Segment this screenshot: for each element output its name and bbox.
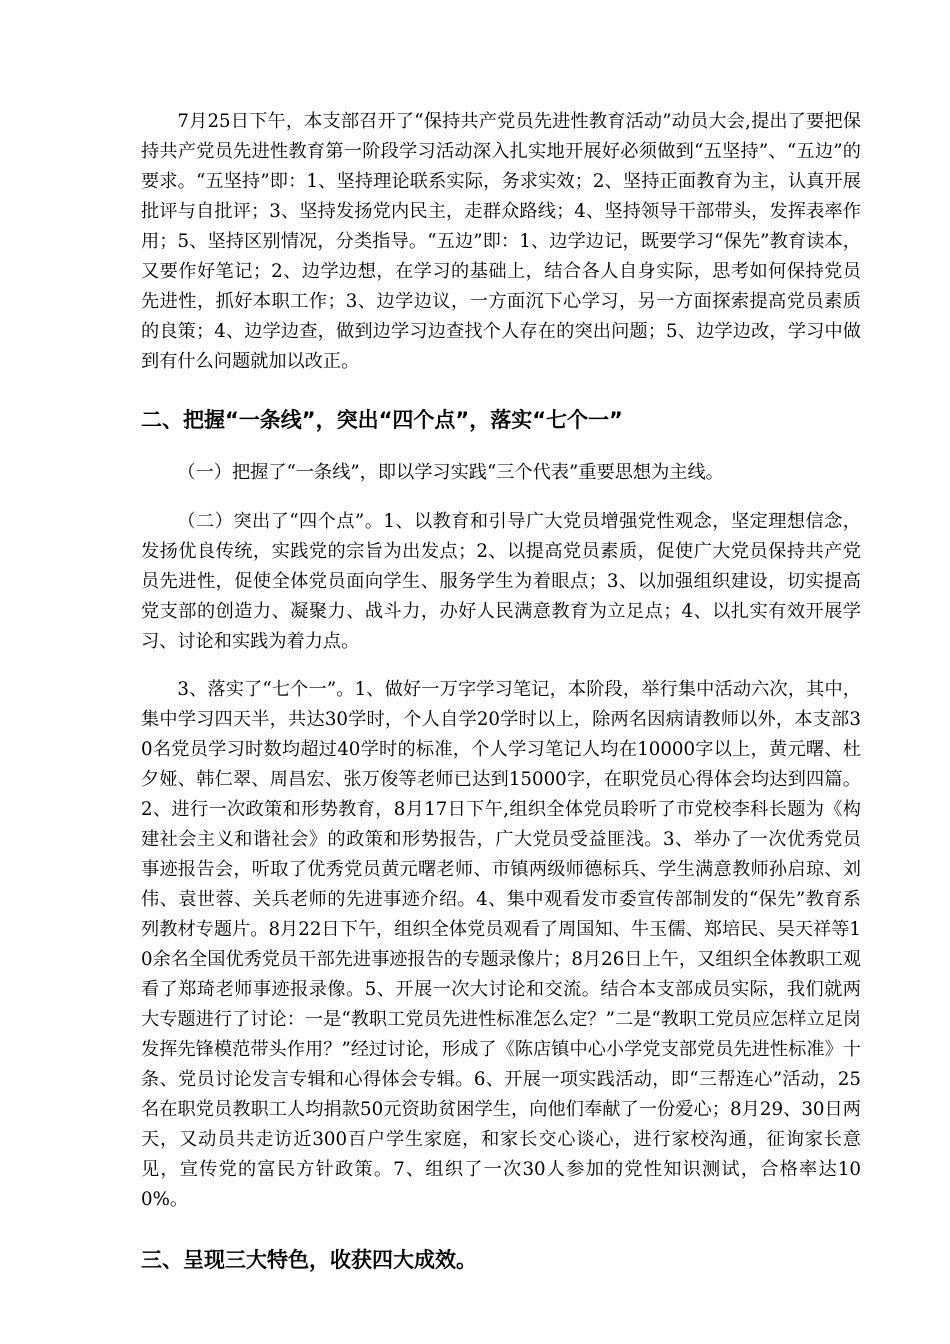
section-three-heading: 三、呈现三大特色，收获四大成效。: [141, 1248, 477, 1272]
seven-ones-paragraph: 3、落实了“七个一”。1、做好一万字学习笔记，本阶段，举行集中活动六次，其中，集中学习四天半，共达30学时，个人自学20学时以上，除两名因病请教师以外，本支部30名党员学习时数均超过40学时的标准，个人学习笔记人均在10000字以上，黄元曙、杜夕娅、韩仁翠、周昌宏、张万俊等老师已达到15000字，在职党员心得体会均达到四篇。2、进行一次政策和形势教育，8月17日下午,组织全体党员聆听了市党校李科长题为《构建社会主义和谐社会》的政策和形势报告，广大党员受益匪浅。3、举办了一次优秀党员事迹报告会，听取了优秀党员黄元曙老师、市镇两级师德标兵、学生满意教师孙启琼、刘伟、袁世蓉、关兵老师的先进事迹介绍。4、集中观看发市委宣传部制发的“保先”教育系列教材专题片。8月22日下午，组织全体党员观看了周国知、牛玉儒、郑培民、吴天祥等10余名全国优秀党员干部先进事迹报告的专题录像片；8月26日上午，又组织全体教职工观看了郑琦老师事迹报录像。5、开展一次大讨论和交流。结合本支部成员实际，我们就两大专题进行了讨论：一是“教职工党员先进性标准怎么定？”二是“教职工党员应怎样立足岗发挥先锋模范带头作用？”经过讨论，形成了《陈店镇中心小学党支部党员先进性标准》十条、党员讨论发言专辑和心得体会专辑。6、开展一项实践活动，即“三帮连心”活动，25名在职党员教职工人均捐款50元资助贫困学生，向他们奉献了一份爱心；8月29、30日两天，又动员共走访近300百户学生家庭，和家长交心谈心，进行家校沟通，征询家长意见，宣传党的富民方针政策。7、组织了一次30人参加的党性知识测试，合格率达100%。: [141, 679, 861, 1210]
document-body: [141, 103, 861, 1275]
one-line-paragraph: （一）把握了“一条线”，即以学习实践“三个代表”重要思想为主线。: [177, 462, 724, 483]
four-points-paragraph: （二）突出了“四个点”。1、以教育和引导广大党员增强党性观念，坚定理想信念，发扬优良传统，实践党的宗旨为出发点；2、以提高党员素质，促使广大党员保持共产党员先进性，促使全体党员面向学生、服务学生为着眼点；3、以加强组织建设，切实提高党支部的创造力、凝聚力、战斗力，办好人民满意教育为立足点；4、以扎实有效开展学习、讨论和实践为着力点。: [141, 511, 861, 652]
section-two-heading: 二、把握“一条线”，突出“四个点”，落实“七个一”: [141, 408, 623, 432]
intro-paragraph: 7月25日下午，本支部召开了“保持共产党员先进性教育活动”动员大会,提出了要把保持共产党员先进性教育第一阶段学习活动深入扎实地开展好必须做到“五坚持”、“五边”的要求。“五坚持”即：1、坚持理论联系实际，务求实效；2、坚持正面教育为主，认真开展批评与自批评；3、坚持发扬党内民主，走群众路线；4、坚持领导干部带头，发挥表率作用；5、坚持区别情况，分类指导。“五边”即：1、边学边记，既要学习“保先”教育读本，又要作好笔记；2、边学边想，在学习的基础上，结合各人自身实际，思考如何保持党员先进性，抓好本职工作；3、边学边议，一方面沉下心学习，另一方面探索提高党员素质的良策；4、边学边查，做到边学习边查找个人存在的突出问题；5、边学边改，学习中做到有什么问题就加以改正。: [141, 111, 861, 372]
